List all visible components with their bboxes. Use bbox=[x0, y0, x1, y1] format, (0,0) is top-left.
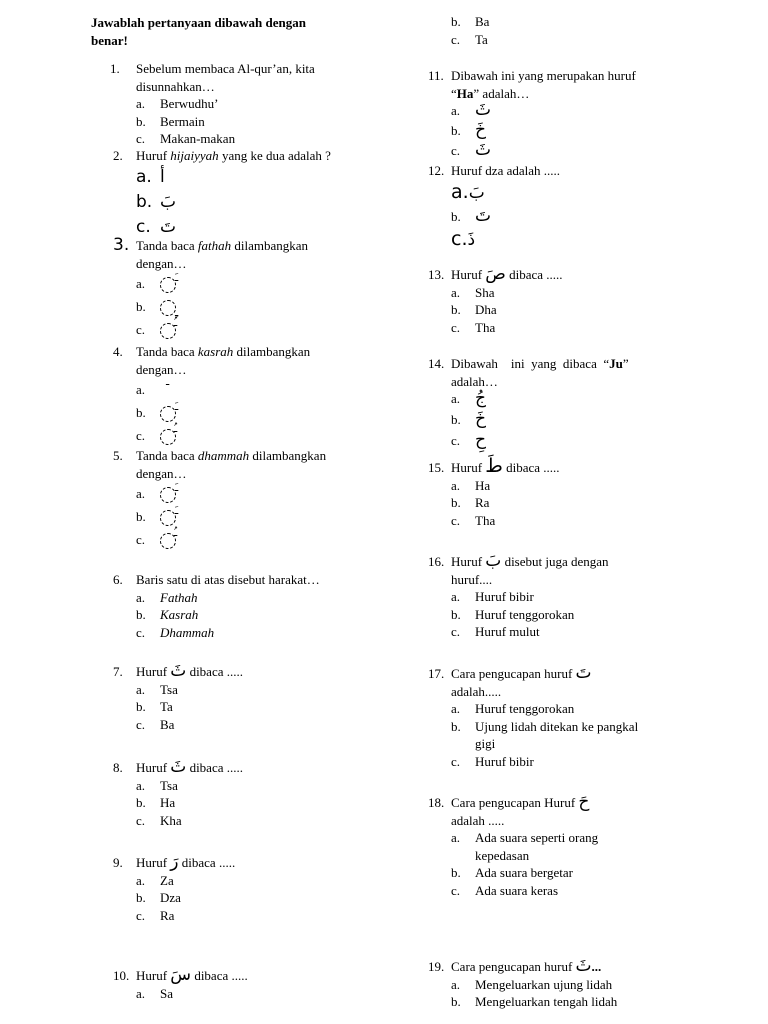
question-6 bbox=[113, 571, 363, 641]
option[interactable]: c. حِ bbox=[451, 430, 486, 450]
question-text: “Ha” adalah… bbox=[451, 85, 530, 101]
arabic-letter-glyph: بَ bbox=[485, 551, 502, 571]
question-18 bbox=[428, 794, 698, 899]
question-text: dengan… bbox=[136, 255, 187, 271]
option[interactable]: a. ـَ bbox=[113, 482, 363, 505]
question-text: dibaca ..... bbox=[186, 760, 243, 775]
question-text: Dibawah ini yang dibaca “ bbox=[451, 356, 610, 371]
option[interactable]: c. Dhammah bbox=[136, 624, 215, 640]
option[interactable]: c. Kha bbox=[136, 812, 182, 828]
question-2 bbox=[113, 147, 363, 240]
option[interactable]: c. Huruf mulut bbox=[451, 624, 540, 639]
question-number: 2. bbox=[113, 148, 123, 163]
arabic-letter-glyph: بَ bbox=[468, 182, 485, 203]
question-19 bbox=[428, 958, 698, 1011]
question-text: adalah ..... bbox=[451, 812, 505, 828]
question-text: dibaca ..... bbox=[186, 664, 243, 679]
question-text-italic: dhammah bbox=[197, 448, 250, 463]
option[interactable]: a. Huruf bibir bbox=[451, 589, 534, 604]
arabic-letter-glyph: سَ bbox=[170, 965, 192, 985]
dotted-circle-dhammah: ـُ bbox=[160, 429, 176, 445]
dotted-circle-fathah: ـَ bbox=[160, 277, 176, 293]
option[interactable]: a. ثَ bbox=[451, 100, 492, 120]
question-number: 5. bbox=[113, 448, 123, 463]
option[interactable]: a. Ada suara seperti orang bbox=[451, 830, 599, 845]
option[interactable]: c. Tha bbox=[451, 512, 496, 528]
question-text: dilambangkan bbox=[233, 344, 311, 359]
question-text: adalah..... bbox=[451, 683, 502, 699]
arabic-letter-glyph: خَ bbox=[475, 409, 486, 429]
question-text: dilambangkan bbox=[249, 448, 327, 463]
option[interactable]: a. جُ bbox=[451, 388, 486, 408]
question-number: 19. bbox=[428, 959, 445, 974]
question-number: 9. bbox=[113, 855, 123, 870]
question-text: Cara pengucapan Huruf bbox=[451, 795, 579, 810]
question-13 bbox=[428, 266, 688, 336]
option[interactable]: a. Tsa bbox=[136, 681, 178, 697]
arabic-letter-glyph: خَ bbox=[475, 120, 486, 140]
question-text: disebut juga dengan bbox=[501, 554, 609, 569]
option[interactable]: c. Ta bbox=[451, 31, 488, 47]
arabic-letter-glyph: ثَ bbox=[170, 757, 187, 777]
dotted-circle-fathah: ـَ bbox=[160, 510, 176, 526]
option[interactable]: b. Dza bbox=[136, 890, 181, 905]
arabic-letter-glyph: رَ bbox=[170, 852, 179, 872]
option[interactable]: a. ـَ bbox=[113, 272, 363, 295]
dotted-circle-dhammah: ـُ bbox=[160, 533, 176, 549]
question-text-italic: fathah bbox=[197, 238, 232, 253]
question-text: Huruf bbox=[136, 148, 171, 163]
question-number: 10. bbox=[113, 968, 130, 983]
option[interactable]: a. Tsa bbox=[136, 777, 178, 793]
arabic-letter-glyph: ثَ bbox=[170, 661, 187, 681]
option[interactable]: c. ثَ bbox=[451, 140, 492, 160]
option[interactable]: a. Mengeluarkan ujung lidah bbox=[451, 976, 613, 992]
option[interactable]: b. خَ bbox=[451, 409, 486, 429]
option-continued: kepedasan bbox=[475, 847, 530, 863]
question-text-italic: kasrah bbox=[197, 344, 234, 359]
question-9 bbox=[113, 854, 363, 924]
question-text: ” bbox=[622, 356, 629, 371]
question-text: Tanda baca bbox=[136, 448, 198, 463]
option[interactable]: b. Ada suara bergetar bbox=[451, 865, 573, 880]
option[interactable]: a. ـ bbox=[113, 378, 363, 401]
question-7 bbox=[113, 663, 363, 733]
question-number: 13. bbox=[428, 267, 445, 282]
option[interactable]: c. Ba bbox=[136, 716, 175, 732]
question-text: dibaca ..... bbox=[191, 968, 248, 983]
arabic-letter-glyph: ثَ bbox=[475, 100, 492, 120]
question-number: 14. bbox=[428, 356, 445, 371]
question-8 bbox=[113, 759, 363, 829]
option[interactable]: c. ـُ bbox=[113, 528, 363, 551]
question-5 bbox=[113, 447, 363, 551]
question-text: dengan… bbox=[136, 465, 187, 481]
question-text: disunnahkan… bbox=[136, 78, 215, 94]
question-text: Sebelum membaca Al-qur’an, kita bbox=[136, 61, 315, 76]
question-10-continued bbox=[451, 13, 701, 48]
question-number: 4. bbox=[113, 344, 123, 359]
question-text: dibaca ..... bbox=[178, 855, 236, 870]
question-3 bbox=[113, 237, 363, 341]
option[interactable]: b. Dha bbox=[451, 302, 497, 317]
question-text: adalah… bbox=[451, 373, 498, 389]
dotted-circle-fathah: ـَ bbox=[160, 487, 176, 503]
dotted-circle-dhammah: ـُ bbox=[160, 323, 176, 339]
question-number: 8. bbox=[113, 760, 123, 775]
question-text: dilambangkan bbox=[231, 238, 309, 253]
question-number: 12. bbox=[428, 163, 445, 178]
option[interactable]: b. خَ bbox=[451, 120, 486, 140]
question-text: Baris satu di atas disebut harakat… bbox=[136, 572, 320, 587]
arabic-letter-glyph: طَ bbox=[485, 455, 503, 477]
question-number: 18. bbox=[428, 795, 445, 810]
question-text: ... bbox=[591, 959, 602, 974]
arabic-letter-glyph: حِ bbox=[475, 430, 486, 450]
question-text: Huruf bbox=[136, 968, 171, 983]
option[interactable]: b. ـِ bbox=[136, 299, 179, 320]
arabic-letter-glyph: تَ bbox=[475, 205, 492, 226]
option[interactable]: b. Ha bbox=[136, 795, 176, 810]
arabic-letter-glyph: ثَ bbox=[575, 956, 592, 976]
question-10 bbox=[113, 967, 363, 1002]
option[interactable]: c. ـُ bbox=[113, 424, 363, 447]
question-14 bbox=[428, 355, 688, 453]
question-number: 15. bbox=[428, 460, 445, 475]
option[interactable]: a. Huruf tenggorokan bbox=[451, 701, 575, 716]
question-text: Huruf bbox=[451, 460, 486, 475]
question-number: 17. bbox=[428, 666, 445, 681]
question-text: Huruf bbox=[136, 855, 171, 870]
option[interactable]: a. Sa bbox=[136, 985, 173, 1001]
question-number: 16. bbox=[428, 554, 445, 569]
arabic-letter-glyph: صَ bbox=[485, 264, 506, 284]
option-continued: gigi bbox=[475, 736, 496, 751]
option[interactable]: a. Berwudhu’ bbox=[136, 96, 219, 111]
question-number: 1. bbox=[110, 61, 120, 76]
question-text: dengan… bbox=[136, 361, 187, 377]
arabic-letter-glyph: تَ bbox=[575, 663, 592, 683]
question-text: Huruf bbox=[136, 760, 171, 775]
arabic-letter-glyph: جُ bbox=[475, 388, 486, 408]
option[interactable]: b. تَ bbox=[451, 205, 492, 226]
question-number: 3. bbox=[113, 235, 130, 255]
question-number: 11. bbox=[428, 68, 444, 83]
question-number: 7. bbox=[113, 664, 123, 679]
dotted-circle-fathah: ـَ bbox=[160, 406, 176, 422]
question-number: 6. bbox=[113, 572, 123, 587]
question-text-italic: hijaiyyah bbox=[170, 148, 219, 163]
arabic-letter-glyph: أ bbox=[160, 166, 165, 187]
question-text: Dibawah ini yang merupakan huruf bbox=[451, 68, 636, 83]
arabic-letter-glyph: ذَ bbox=[467, 229, 476, 250]
question-text: Tanda baca bbox=[136, 344, 198, 359]
option[interactable]: b. ـَ bbox=[113, 401, 363, 424]
question-text: dibaca ..... bbox=[502, 460, 560, 475]
question-text: Huruf bbox=[451, 554, 486, 569]
option[interactable]: c. Huruf bibir bbox=[451, 753, 534, 769]
option[interactable]: c. Ada suara keras bbox=[451, 882, 559, 898]
kasrah-mark: ـ bbox=[166, 375, 170, 388]
instruction-line-1: Jawablah pertanyaan dibawah dengan bbox=[91, 15, 306, 30]
option[interactable]: b. Bermain bbox=[136, 113, 205, 129]
option[interactable]: b. بَ bbox=[113, 190, 363, 215]
option[interactable]: c. Makan-makan bbox=[136, 131, 236, 146]
question-12 bbox=[428, 162, 688, 252]
option[interactable]: a.بَ bbox=[428, 180, 688, 205]
option[interactable]: a. Za bbox=[136, 872, 174, 888]
question-text: Huruf bbox=[451, 267, 486, 282]
option[interactable]: b. Ta bbox=[136, 699, 173, 714]
question-15 bbox=[428, 455, 688, 529]
option[interactable]: a. أ bbox=[113, 165, 363, 190]
option[interactable]: c.ذَ bbox=[428, 227, 688, 252]
question-16 bbox=[428, 553, 688, 641]
option[interactable]: c. Tha bbox=[451, 319, 496, 335]
arabic-letter-glyph: ثَ bbox=[475, 140, 492, 160]
option[interactable]: c. ـُ bbox=[113, 318, 363, 341]
question-4 bbox=[113, 343, 363, 447]
option[interactable]: b. Ujung lidah ditekan ke pangkal bbox=[451, 718, 639, 734]
dotted-circle-kasrah: ـِ bbox=[160, 300, 176, 316]
option[interactable]: b. Huruf tenggorokan bbox=[451, 606, 575, 622]
question-11 bbox=[428, 67, 688, 162]
question-text: Huruf bbox=[136, 664, 171, 679]
question-text: Tanda baca bbox=[136, 238, 198, 253]
question-text: Huruf dza adalah ..... bbox=[451, 163, 561, 178]
option[interactable]: c. Ra bbox=[136, 907, 175, 923]
question-17 bbox=[428, 665, 698, 770]
option[interactable]: b. Ba bbox=[451, 14, 490, 29]
question-text: Cara pengucapan huruf bbox=[451, 666, 576, 681]
option[interactable]: b. Kasrah bbox=[136, 607, 199, 622]
option[interactable]: b. Mengeluarkan tengah lidah bbox=[451, 994, 618, 1009]
question-text: huruf.... bbox=[451, 571, 493, 587]
option[interactable]: a. Fathah bbox=[136, 589, 198, 605]
arabic-letter-glyph: تَ bbox=[160, 216, 177, 237]
instruction-line-2: benar! bbox=[91, 33, 128, 48]
option[interactable]: b. Ra bbox=[451, 495, 490, 510]
option[interactable]: b. ـَ bbox=[113, 505, 363, 528]
question-text: yang ke dua adalah ? bbox=[218, 148, 331, 163]
option[interactable]: a. Sha bbox=[451, 284, 495, 300]
arabic-letter-glyph: حَ bbox=[578, 792, 590, 812]
question-text: dibaca ..... bbox=[505, 267, 563, 282]
question-text-bold: Ju bbox=[609, 356, 623, 371]
question-text: Cara pengucapan huruf bbox=[451, 959, 576, 974]
option[interactable]: c. تَ bbox=[113, 215, 363, 240]
question-1 bbox=[110, 60, 360, 148]
option[interactable]: a. Ha bbox=[451, 477, 491, 493]
arabic-letter-glyph: بَ bbox=[160, 191, 177, 212]
